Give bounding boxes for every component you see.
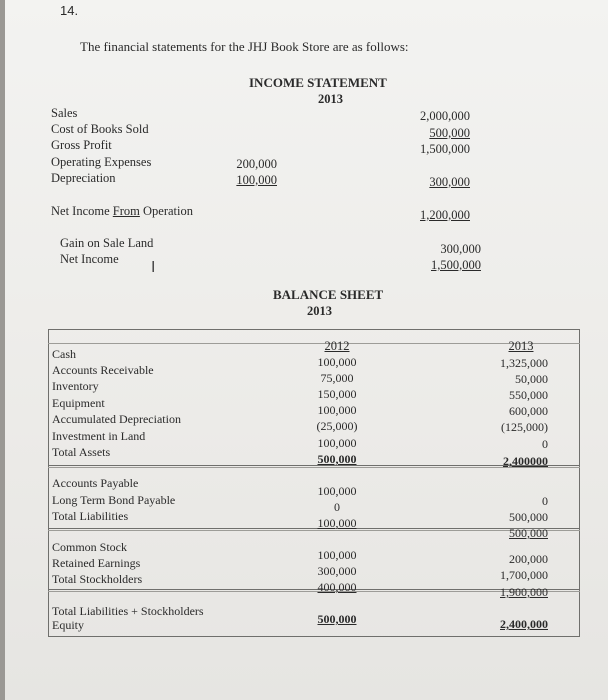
bs-value-2013: 1,700,000 [500,568,548,582]
income-statement-title: INCOME STATEMENT [249,75,387,90]
is-label-gain-on-sale: Gain on Sale Land [60,236,154,250]
bs-value-2013: 500,000 [509,526,548,540]
bs-value-2012: 100,000 [317,355,357,369]
bs-value-2013: 0 [542,437,548,451]
is-net-income-ops-value: 1,200,000 [420,208,470,222]
bs-row-label: Long Term Bond Payable [52,493,176,507]
text-cursor-icon: I [151,258,156,276]
bs-value-2012: 500,000 [317,612,357,626]
is-label-sales: Sales [51,106,78,120]
bs-value-2013: 200,000 [509,552,548,566]
bs-value-2012: 100,000 [317,548,357,562]
bs-row-label: Accounts Payable [52,476,139,490]
bs-value-2012: 300,000 [317,564,357,578]
is-label-cogs: Cost of Books Sold [51,122,149,136]
is-label-net-income-ops: Net Income From Operation [51,204,193,218]
bs-row-label: Cash [52,347,76,361]
is-depreciation-total: 300,000 [429,175,470,189]
bs-value-2012: (25,000) [316,419,358,433]
bs-value-2013: (125,000) [501,420,548,434]
is-label-opex: Operating Expenses [51,155,152,169]
bs-row-label: Investment in Land [52,429,146,443]
bs-value-2013: 2,400000 [503,454,548,468]
bs-row-label: Total Liabilities + Stockholders Equity [52,604,204,632]
bs-value-2013: 600,000 [509,404,548,418]
bs-value-2012: 100,000 [317,484,357,498]
is-net-income-value: 1,500,000 [431,258,481,272]
bs-row-label: Total Assets [52,445,111,459]
bs-value-2013: 500,000 [509,510,548,524]
is-gross-profit-value: 1,500,000 [420,142,470,156]
page-edge [0,0,5,700]
bs-row-label: Accumulated Depreciation [52,412,181,426]
bs-value-2012: 0 [334,500,340,514]
bs-value-2012: 100,000 [317,516,357,530]
bs-value-2012: 100,000 [317,403,357,417]
bs-row-label: Common Stock [52,540,128,554]
balance-sheet-title: BALANCE SHEET [273,287,384,302]
bs-value-2012: 100,000 [317,436,357,450]
bs-row-label: Total Liabilities [52,509,129,523]
bs-value-2012: 500,000 [317,452,357,466]
is-opex-value: 200,000 [236,157,277,171]
bs-value-2013: 50,000 [515,372,548,386]
is-sales-value: 2,000,000 [420,109,470,123]
bs-value-2013: 2,400,000 [500,617,548,631]
balance-sheet-year: 2013 [307,304,332,318]
bs-value-2012: 400,000 [317,580,357,594]
income-statement-year: 2013 [318,92,343,106]
bs-value-2012: 75,000 [320,371,354,385]
bs-value-2013: 1,325,000 [500,356,548,370]
is-label-gross-profit: Gross Profit [51,138,112,152]
bs-row-label: Accounts Receivable [52,363,154,377]
bs-row-label: Equipment [52,396,105,410]
intro-text: The financial statements for the JHJ Book Store are as follows: [80,39,409,54]
is-label-net-income: Net Income [60,252,119,266]
bs-value-2013: 550,000 [509,388,548,402]
problem-number: 14. [60,3,79,18]
bs-row-label: Total Stockholders [52,572,143,586]
bs-value-2013: 0 [542,494,548,508]
is-gain-value: 300,000 [440,242,481,256]
bs-value-2013: 1,900,000 [500,585,548,599]
bs-row-label: Inventory [52,379,99,393]
bs-row-label: Retained Earnings [52,556,141,570]
is-cogs-value: 500,000 [429,126,470,140]
bs-value-2012: 150,000 [317,387,357,401]
bs-col-2013: 2013 [508,339,534,353]
bs-col-2012: 2012 [324,339,350,353]
is-depreciation-value: 100,000 [236,173,277,187]
is-label-depreciation: Depreciation [51,171,116,185]
